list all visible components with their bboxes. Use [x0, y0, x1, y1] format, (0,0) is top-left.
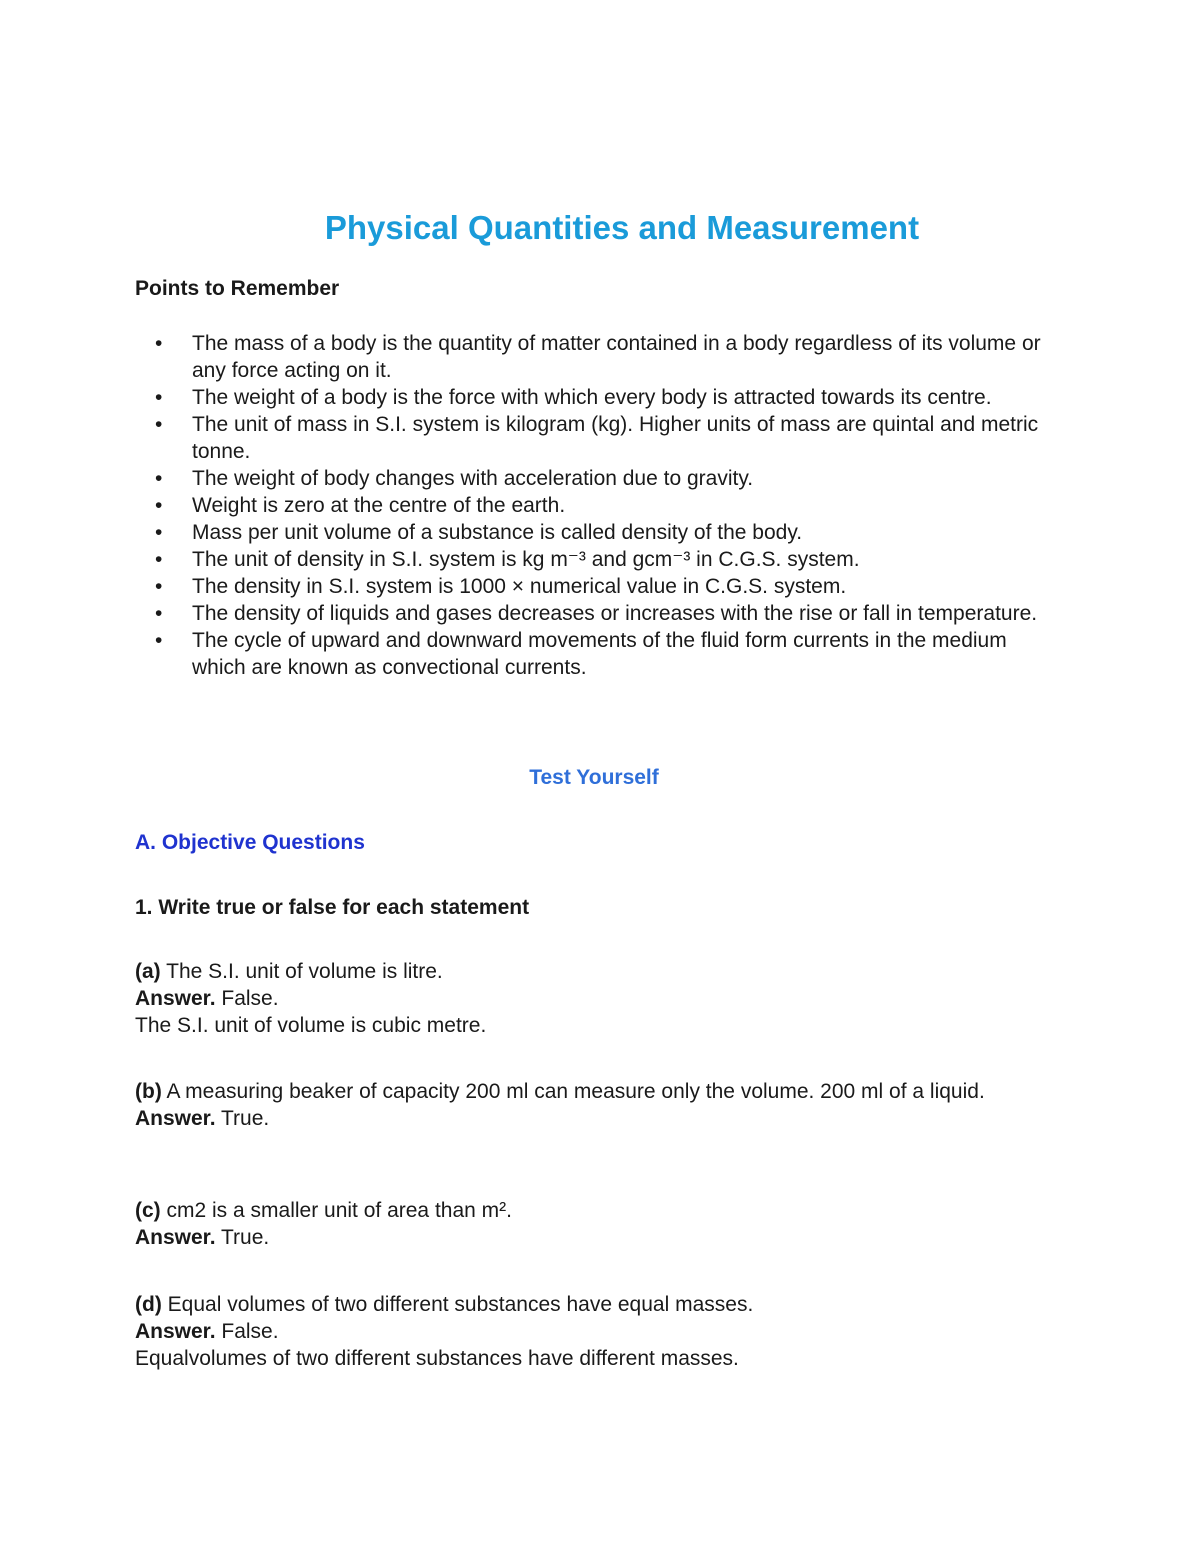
answer-line — [135, 1318, 1045, 1345]
list-item — [135, 465, 1045, 492]
bullet-icon: • — [155, 602, 163, 625]
list-item — [135, 573, 1045, 600]
point-text: Mass per unit volume of a substance is called density of the body. — [192, 521, 803, 544]
question-item-a — [135, 958, 1045, 1039]
question-item-d — [135, 1291, 1045, 1372]
point-text: Weight is zero at the centre of the earth. — [192, 494, 566, 517]
answer-value: False. — [215, 1320, 279, 1343]
answer-value: False. — [215, 987, 279, 1010]
question-item-c — [135, 1197, 1045, 1251]
statement-text: cm2 is a smaller unit of area than m². — [160, 1199, 512, 1222]
test-yourself-heading: Test Yourself — [529, 766, 659, 789]
list-item — [135, 546, 1045, 573]
answer-line — [135, 1224, 1045, 1251]
answer-value: True. — [215, 1107, 270, 1130]
point-text: The weight of a body is the force with which every body is attracted towards its centre. — [192, 386, 992, 409]
item-tag: (c) — [135, 1199, 161, 1222]
explanation: Equalvolumes of two different substances have different masses. — [135, 1347, 739, 1370]
answer-line — [135, 985, 1045, 1012]
statement-text: The S.I. unit of volume is litre. — [160, 960, 443, 983]
point-text: The mass of a body is the quantity of matter contained in a body regardless of its volume or any force acting on it. — [192, 332, 1041, 382]
point-text: The unit of mass in S.I. system is kilogram (kg). Higher units of mass are quintal and metric tonne. — [192, 413, 1039, 463]
section-a-heading: A. Objective Questions — [135, 831, 365, 854]
point-text: The weight of body changes with acceleration due to gravity. — [192, 467, 754, 490]
question-item-b — [135, 1078, 1045, 1132]
points-list — [135, 330, 1045, 681]
answer-value: True. — [215, 1226, 270, 1249]
statement — [135, 1291, 1045, 1318]
list-item — [135, 330, 1045, 384]
bullet-icon: • — [155, 332, 163, 355]
statement — [135, 958, 1045, 985]
answer-label: Answer. — [135, 1320, 216, 1343]
question-1-heading: 1. Write true or false for each statement — [135, 896, 530, 919]
answer-label: Answer. — [135, 1226, 216, 1249]
list-item — [135, 519, 1045, 546]
bullet-icon: • — [155, 386, 163, 409]
answer-line — [135, 1105, 1045, 1132]
statement — [135, 1197, 1045, 1224]
statement-text: Equal volumes of two different substances have equal masses. — [161, 1293, 754, 1316]
point-text: The cycle of upward and downward movements of the fluid form currents in the medium which are known as convectional currents. — [192, 629, 1007, 679]
bullet-icon: • — [155, 413, 163, 436]
point-text: The density of liquids and gases decreases or increases with the rise or fall in temperature. — [192, 602, 1038, 625]
answer-label: Answer. — [135, 987, 216, 1010]
list-item — [135, 600, 1045, 627]
page-title: Physical Quantities and Measurement — [324, 209, 920, 246]
point-text: The unit of density in S.I. system is kg m⁻³ and gcm⁻³ in C.G.S. system. — [192, 548, 860, 571]
list-item — [135, 492, 1045, 519]
statement — [135, 1078, 1045, 1105]
list-item — [135, 411, 1045, 465]
list-item — [135, 627, 1045, 681]
bullet-icon: • — [155, 548, 163, 571]
points-heading: Points to Remember — [135, 277, 340, 300]
bullet-icon: • — [155, 575, 163, 598]
bullet-icon: • — [155, 494, 163, 517]
answer-label: Answer. — [135, 1107, 216, 1130]
bullet-icon: • — [155, 521, 163, 544]
item-tag: (a) — [135, 960, 161, 983]
explanation: The S.I. unit of volume is cubic metre. — [135, 1014, 487, 1037]
statement-text: A measuring beaker of capacity 200 ml can measure only the volume. 200 ml of a liquid. — [161, 1080, 985, 1103]
item-tag: (d) — [135, 1293, 162, 1316]
bullet-icon: • — [155, 467, 163, 490]
point-text: The density in S.I. system is 1000 × numerical value in C.G.S. system. — [192, 575, 847, 598]
item-tag: (b) — [135, 1080, 162, 1103]
list-item — [135, 384, 1045, 411]
bullet-icon: • — [155, 629, 163, 652]
